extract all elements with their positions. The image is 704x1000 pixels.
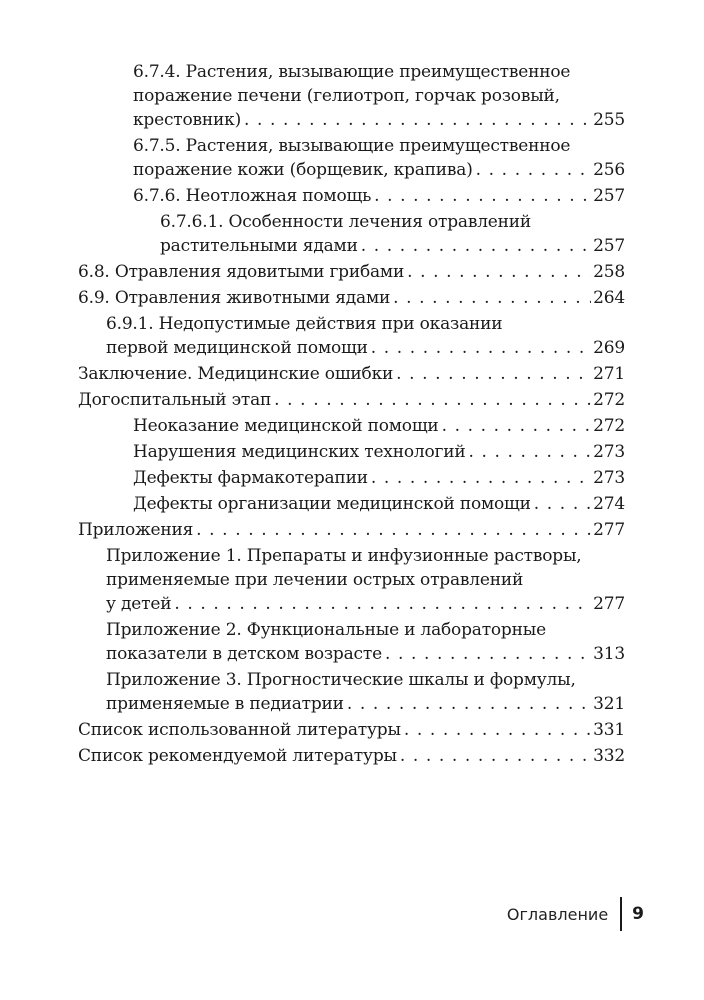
toc-page-number: 274: [593, 494, 625, 514]
toc-entry[interactable]: [78, 134, 625, 182]
toc-entry-text: Приложения: [78, 520, 194, 540]
toc-entry[interactable]: [78, 668, 625, 716]
toc-entry[interactable]: [78, 618, 625, 666]
toc-entry[interactable]: [78, 260, 625, 284]
toc-entry-line: [106, 668, 625, 692]
toc-page-number: 277: [593, 594, 625, 614]
toc-entry-line: [78, 718, 625, 742]
dot-leader: [468, 440, 591, 464]
dot-leader: [400, 744, 591, 768]
toc-page-number: 256: [593, 160, 625, 180]
toc-entry-line: [133, 492, 625, 516]
toc-entry-line: [78, 362, 625, 386]
toc-entry-line: [106, 618, 625, 642]
dot-leader: [442, 414, 592, 438]
toc-entry[interactable]: [78, 388, 625, 412]
toc-entry-text: первой медицинской помощи: [106, 338, 368, 358]
toc-entry-line: [106, 544, 625, 568]
dot-leader: [244, 108, 591, 132]
dot-leader: [274, 388, 591, 412]
toc-entry-line: [133, 184, 625, 208]
toc-page-number: 255: [593, 110, 625, 130]
toc-page-number: 272: [593, 390, 625, 410]
toc-entry-text: 6.7.6.1. Особенности лечения отравлений: [160, 212, 532, 232]
toc-entry[interactable]: [78, 312, 625, 360]
toc-entry[interactable]: [78, 60, 625, 132]
toc-entry-line: [78, 744, 625, 768]
toc-page-number: 272: [593, 416, 625, 436]
toc-entry-text: Заключение. Медицинские ошибки: [78, 364, 394, 384]
toc-entry-line: [106, 592, 625, 616]
dot-leader: [374, 184, 591, 208]
toc-entry-text: Приложение 2. Функциональные и лабораторные: [106, 620, 546, 640]
dot-leader: [476, 158, 591, 182]
toc-entry-line: [78, 388, 625, 412]
toc-entry[interactable]: [78, 286, 625, 310]
toc-entry[interactable]: [78, 440, 625, 464]
toc-entry[interactable]: [78, 518, 625, 542]
toc-entry-line: [160, 234, 625, 258]
toc-entry-line: [106, 568, 625, 592]
toc-entry-text: Дефекты фармакотерапии: [133, 468, 368, 488]
toc-entry-line: [160, 210, 625, 234]
toc-entry[interactable]: [78, 466, 625, 490]
table-of-contents: [78, 60, 625, 770]
toc-page-number: 258: [593, 262, 625, 282]
toc-page-number: 273: [593, 468, 625, 488]
toc-entry-text: крестовник): [133, 110, 242, 130]
toc-entry-text: Неоказание медицинской помощи: [133, 416, 439, 436]
toc-entry[interactable]: [78, 210, 625, 258]
toc-page-number: 332: [593, 746, 625, 766]
dot-leader: [407, 260, 591, 284]
toc-entry-text: 6.9. Отравления животными ядами: [78, 288, 391, 308]
toc-page-number: 271: [593, 364, 625, 384]
toc-entry-text: у детей: [106, 594, 172, 614]
page-number: 9: [632, 904, 644, 924]
dot-leader: [534, 492, 591, 516]
toc-entry[interactable]: [78, 414, 625, 438]
toc-entry-line: [133, 60, 625, 84]
toc-page-number: 269: [593, 338, 625, 358]
toc-page-number: 257: [593, 236, 625, 256]
toc-entry-text: Список рекомендуемой литературы: [78, 746, 397, 766]
toc-entry-line: [133, 466, 625, 490]
toc-entry-line: [133, 158, 625, 182]
dot-leader: [371, 466, 591, 490]
dot-leader: [347, 692, 591, 716]
dot-leader: [361, 234, 591, 258]
dot-leader: [396, 362, 591, 386]
toc-entry-line: [133, 108, 625, 132]
toc-entry-line: [78, 518, 625, 542]
dot-leader: [404, 718, 591, 742]
toc-entry-line: [133, 414, 625, 438]
toc-entry[interactable]: [78, 744, 625, 768]
toc-entry-text: Список использованной литературы: [78, 720, 401, 740]
toc-entry-text: 6.7.4. Растения, вызывающие преимущественное: [133, 62, 571, 82]
toc-entry-line: [133, 84, 625, 108]
toc-entry-text: Догоспитальный этап: [78, 390, 272, 410]
dot-leader: [393, 286, 591, 310]
toc-entry-line: [78, 286, 625, 310]
toc-entry[interactable]: [78, 544, 625, 616]
toc-entry[interactable]: [78, 184, 625, 208]
toc-entry-text: Нарушения медицинских технологий: [133, 442, 466, 462]
toc-entry-line: [106, 692, 625, 716]
toc-entry-text: поражение кожи (борщевик, крапива): [133, 160, 473, 180]
dot-leader: [371, 336, 591, 360]
toc-page-number: 257: [593, 186, 625, 206]
toc-entry-text: 6.7.5. Растения, вызывающие преимущественное: [133, 136, 571, 156]
toc-entry-text: 6.7.6. Неотложная помощь: [133, 186, 372, 206]
toc-entry-text: растительными ядами: [160, 236, 358, 256]
toc-page-number: 277: [593, 520, 625, 540]
toc-entry-line: [106, 336, 625, 360]
toc-entry[interactable]: [78, 718, 625, 742]
toc-page-number: 321: [593, 694, 625, 714]
toc-page-number: 273: [593, 442, 625, 462]
toc-page-number: 313: [593, 644, 625, 664]
toc-entry-line: [78, 260, 625, 284]
toc-entry-text: показатели в детском возрасте: [106, 644, 382, 664]
toc-entry[interactable]: [78, 362, 625, 386]
dot-leader: [196, 518, 591, 542]
dot-leader: [385, 642, 591, 666]
toc-entry-text: применяемые при лечении острых отравлений: [106, 570, 524, 590]
running-footer-section: Оглавление: [506, 904, 609, 924]
toc-entry-text: поражение печени (гелиотроп, горчак розовый,: [133, 86, 560, 106]
toc-page-number: 264: [593, 288, 625, 308]
toc-entry-line: [106, 642, 625, 666]
toc-entry-line: [106, 312, 625, 336]
toc-entry-text: 6.9.1. Недопустимые действия при оказании: [106, 314, 503, 334]
toc-page-number: 331: [593, 720, 625, 740]
toc-entry-line: [133, 440, 625, 464]
page-footer: [507, 900, 644, 928]
toc-entry-text: Приложение 3. Прогностические шкалы и формулы,: [106, 670, 576, 690]
toc-entry-text: 6.8. Отравления ядовитыми грибами: [78, 262, 405, 282]
toc-entry-line: [133, 134, 625, 158]
toc-entry-text: Дефекты организации медицинской помощи: [133, 494, 531, 514]
toc-entry-text: Приложение 1. Препараты и инфузионные растворы,: [106, 546, 582, 566]
toc-entry[interactable]: [78, 492, 625, 516]
dot-leader: [174, 592, 591, 616]
toc-entry-text: применяемые в педиатрии: [106, 694, 344, 714]
